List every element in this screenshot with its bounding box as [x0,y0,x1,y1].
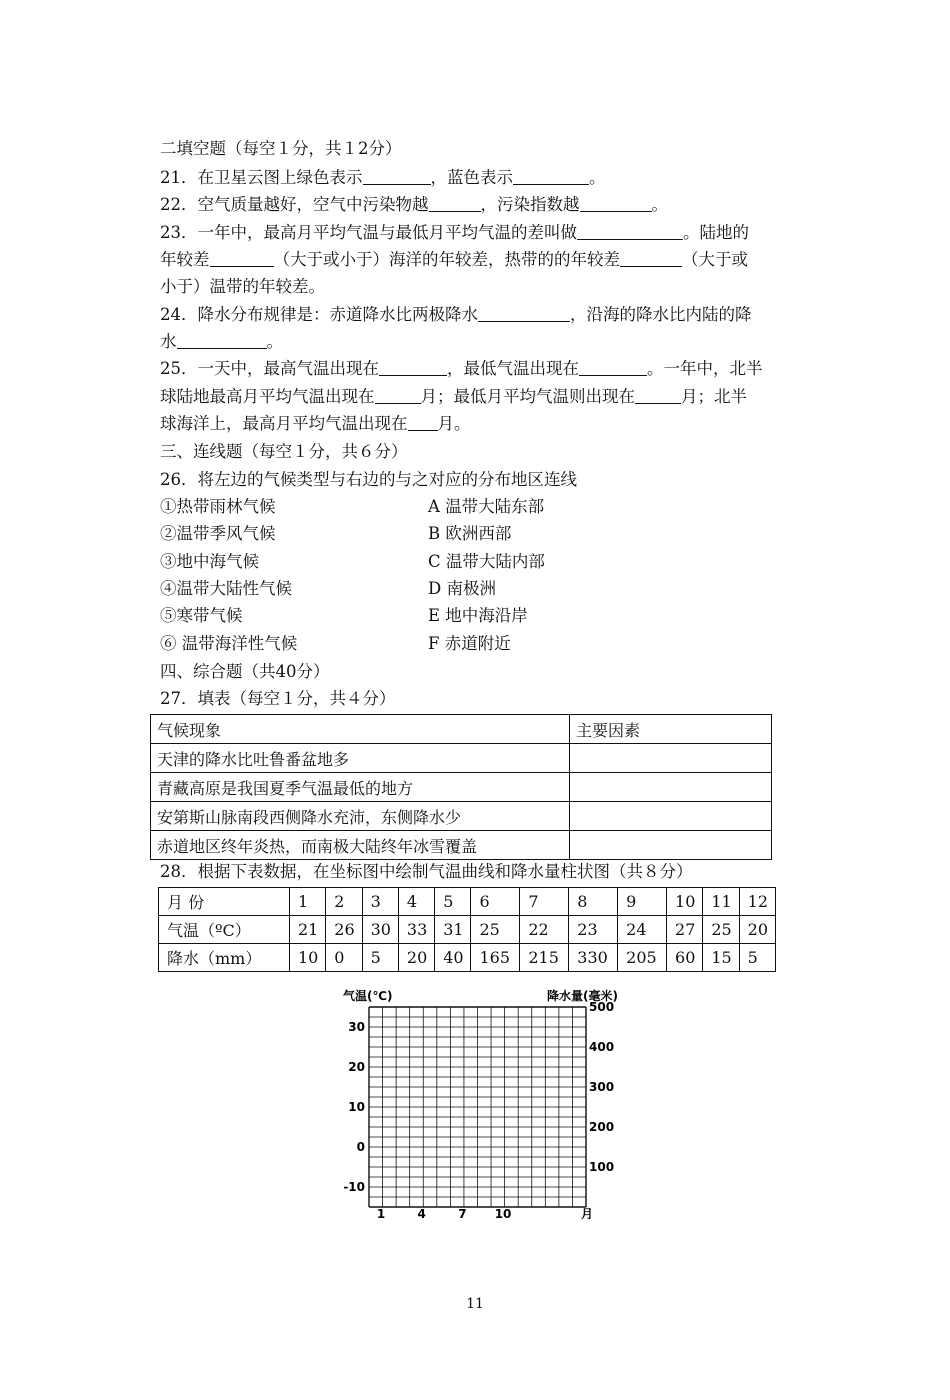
month-cell: 1 [290,888,326,916]
precip-cell: 205 [618,944,667,972]
table-row [151,773,772,802]
question-22: 22．空气质量越好，空气中污染物越 ，污染指数越 。 [160,195,668,214]
month-cell: 3 [362,888,398,916]
table-cell: 安第斯山脉南段西侧降水充沛，东侧降水少 [151,802,570,831]
answer-blank[interactable] [379,359,447,376]
x-tick-label: 1 [376,1207,386,1221]
precip-cell: 215 [520,944,569,972]
question-23-line3: 小于）温带的年较差。 [160,277,325,296]
precip-cell: 20 [398,944,434,972]
answer-blank[interactable] [429,195,481,212]
precip-cell: 40 [435,944,471,972]
table-row [159,888,776,916]
temp-cell: 30 [362,916,398,944]
answer-blank[interactable] [177,332,267,349]
precip-cell: 60 [667,944,703,972]
climate-type-item[interactable]: ③地中海气候 [160,552,259,571]
answer-blank[interactable] [375,387,421,404]
left-tick-label: 0 [356,1140,365,1154]
answer-blank[interactable] [478,305,570,322]
month-cell: 7 [520,888,569,916]
row-label: 降水（mm） [159,944,290,972]
temp-cell: 23 [569,916,618,944]
temp-cell: 31 [435,916,471,944]
table-row [159,944,776,972]
left-tick-label: -10 [343,1180,365,1194]
left-tick-label: 10 [348,1100,365,1114]
answer-blank[interactable] [635,387,681,404]
question-21: 21．在卫星云图上绿色表示 ，蓝色表示 。 [160,168,606,187]
table-cell: 青藏高原是我国夏季气温最低的地方 [151,773,570,802]
answer-blank[interactable] [408,414,438,431]
left-axis-label: 气温(℃) [343,989,393,1003]
question-26: 26．将左边的气候类型与右边的与之对应的分布地区连线 [160,470,577,489]
climate-type-item[interactable]: ④温带大陆性气候 [160,579,292,598]
table-row [151,744,772,773]
answer-blank[interactable] [579,359,647,376]
month-cell: 10 [667,888,703,916]
month-cell: 9 [618,888,667,916]
precip-cell: 330 [569,944,618,972]
question-24-line1: 24．降水分布规律是：赤道降水比两极降水 ，沿海的降水比内陆的降 [160,305,752,324]
temp-cell: 27 [667,916,703,944]
temp-cell: 25 [703,916,739,944]
precip-cell: 5 [739,944,775,972]
climate-type-item[interactable]: ①热带雨林气候 [160,497,276,516]
answer-blank[interactable] [363,168,431,185]
question-25-line2: 球陆地最高月平均气温出现在 月；最低月平均气温则出现在 月；北半 [160,387,747,406]
left-tick-label: 20 [348,1060,365,1074]
answer-cell[interactable] [570,773,772,802]
answer-cell[interactable] [570,831,772,860]
left-tick-label: 30 [348,1020,365,1034]
temp-cell: 20 [739,916,775,944]
region-item[interactable]: A 温带大陆东部 [428,497,545,516]
answer-blank[interactable] [513,168,589,185]
table-header-row [151,715,772,744]
table-row [151,802,772,831]
month-cell: 5 [435,888,471,916]
region-item[interactable]: D 南极洲 [428,579,496,598]
right-axis-label: 降水量(毫米) [547,989,618,1003]
temp-cell: 22 [520,916,569,944]
precip-cell: 165 [471,944,520,972]
x-tick-label: 7 [458,1207,467,1221]
question-25-line1: 25．一天中，最高气温出现在 ，最低气温出现在 。一年中，北半 [160,359,763,378]
temp-cell: 24 [618,916,667,944]
precip-cell: 15 [703,944,739,972]
answer-blank[interactable] [580,195,652,212]
climate-type-item[interactable]: ②温带季风气候 [160,524,276,543]
x-tick-label: 10 [494,1207,512,1221]
x-axis-unit: 月 [581,1207,594,1221]
answer-blank[interactable] [577,223,683,240]
right-tick-label: 500 [589,1000,615,1014]
table-cell: 赤道地区终年炎热，而南极大陆终年冰雪覆盖 [151,831,570,860]
right-tick-label: 400 [589,1040,615,1054]
month-cell: 2 [326,888,362,916]
question-27-title: 27．填表（每空１分，共４分） [160,689,396,708]
row-label: 月 份 [159,888,290,916]
answer-cell[interactable] [570,744,772,773]
question-24-line2: 水 。 [160,332,283,351]
temp-cell: 21 [290,916,326,944]
section4-heading: 四、综合题（共40分） [160,662,330,681]
right-tick-label: 100 [589,1160,615,1174]
precip-cell: 10 [290,944,326,972]
section3-heading: 三、连线题（每空１分，共６分） [160,442,408,461]
month-cell: 8 [569,888,618,916]
question-28-title: 28．根据下表数据，在坐标图中绘制气温曲线和降水量柱状图（共８分） [160,862,693,881]
right-tick-label: 300 [589,1080,615,1094]
climate-factor-table [150,714,772,860]
question-23-line1: 23．一年中，最高月平均气温与最低月平均气温的差叫做 。陆地的 [160,223,749,242]
precip-cell: 5 [362,944,398,972]
temp-cell: 25 [471,916,520,944]
table-row [159,916,776,944]
question-23-line2: 年较差 （大于或小于）海洋的年较差，热带的的年较差 （大于或 [160,250,748,269]
section2-heading: 二填空题（每空１分，共１2分） [160,139,402,158]
climate-type-item[interactable]: ⑥ 温带海洋性气候 [160,634,298,653]
table-header-cell: 气候现象 [151,715,570,744]
region-item[interactable]: E 地中海沿岸 [428,606,528,625]
climate-data-table [158,887,776,972]
table-header-cell: 主要因素 [570,715,772,744]
region-item[interactable]: F 赤道附近 [428,634,511,653]
right-tick-label: 200 [589,1120,615,1134]
temp-cell: 33 [398,916,434,944]
table-cell: 天津的降水比吐鲁番盆地多 [151,744,570,773]
row-label: 气温（ºC） [159,916,290,944]
month-cell: 4 [398,888,434,916]
answer-blank[interactable] [620,250,682,267]
page-number: 11 [466,1296,484,1312]
table-row [151,831,772,860]
temp-cell: 26 [326,916,362,944]
climate-type-item[interactable]: ⑤寒带气候 [160,606,243,625]
region-item[interactable]: C 温带大陆内部 [428,552,545,571]
precip-cell: 0 [326,944,362,972]
region-item[interactable]: B 欧洲西部 [428,524,512,543]
climate-chart-grid[interactable] [335,985,625,1230]
question-25-line3: 球海洋上，最高月平均气温出现在 月。 [160,414,471,433]
answer-blank[interactable] [210,250,274,267]
month-cell: 12 [739,888,775,916]
answer-cell[interactable] [570,802,772,831]
month-cell: 11 [703,888,739,916]
x-tick-label: 4 [417,1207,426,1221]
month-cell: 6 [471,888,520,916]
